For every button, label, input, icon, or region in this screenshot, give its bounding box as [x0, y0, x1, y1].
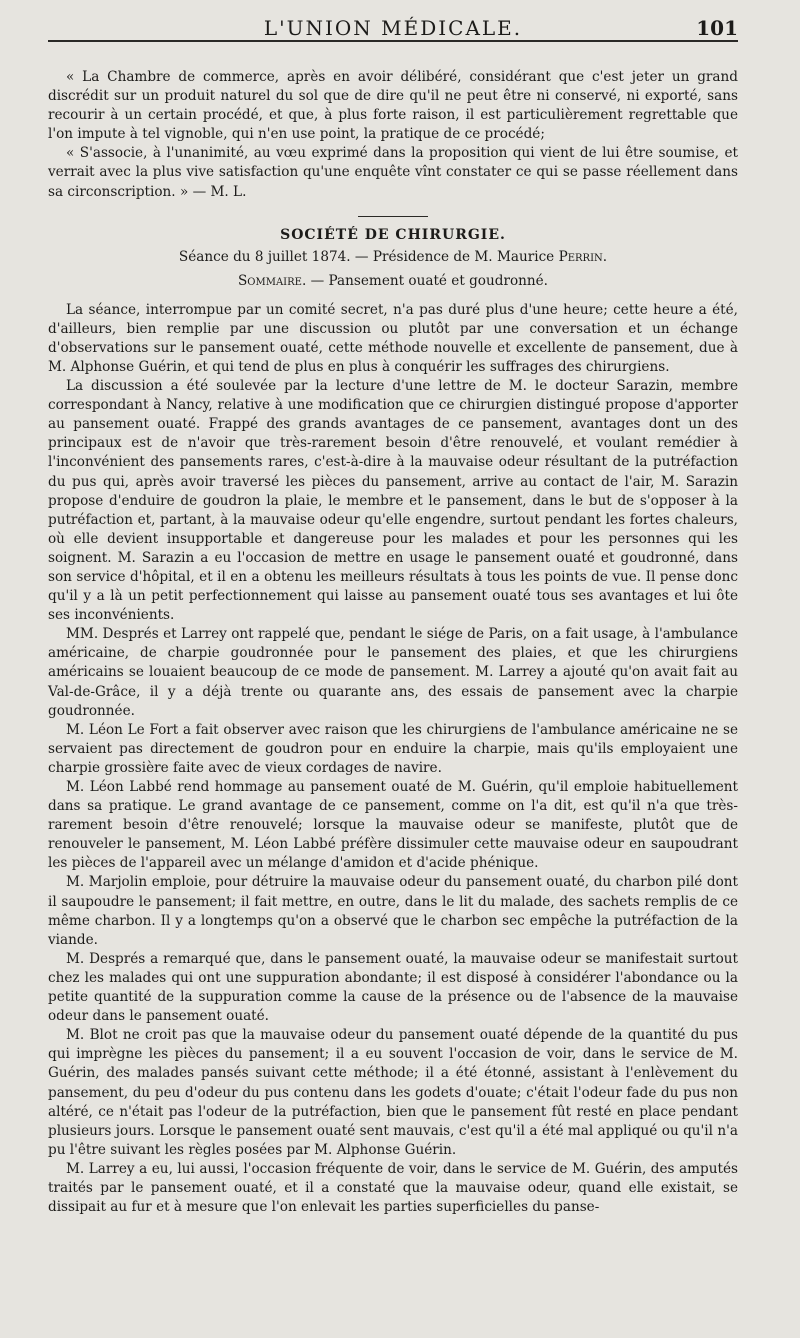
- body-paragraph: M. Després a remarqué que, dans le pansement ouaté, la mauvaise odeur se manifestait surtout chez les malades qui ont une suppuration abondante; il est disposé à considérer l'abondance ou la petite quantité de la suppuration comme la cause de la présence ou de l'absence de la mauvaise odeur dans le pansement ouaté.: [48, 950, 738, 1025]
- body-paragraph: M. Blot ne croit pas que la mauvaise odeur du pansement ouaté dépende de la quantité du pus qui imprègne les pièces du pansement; il a eu souvent l'occasion de voir, dans le service de M. Guérin, des malades pansés suivant cette méthode; il a été étonné, assistant à l'enlèvement du pansement, du peu d'odeur du pus contenu dans les godets d'ouate; c'était l'odeur fade du pus non altéré, ce n'était pas l'odeur de la putréfaction, bien que le pansement fût resté en place pendant plusieurs jours. Lorsque le pansement ouaté sent mauvais, c'est qu'il a été mal appliqué ou qu'il n'a pu l'être suivant les règles posées par M. Alphonse Guérin.: [48, 1027, 738, 1158]
- summary-label: Sommaire.: [237, 272, 307, 289]
- body-paragraph: M. Larrey a eu, lui aussi, l'occasion fréquente de voir, dans le service de M. Guérin, des amputés traités par le pansement ouaté, et il a constaté que la mauvaise odeur, quand elle existait, se dissipait au fur et à mesure que l'on enlevait les parties superficielles du panse-: [48, 1160, 738, 1216]
- section-divider: [358, 216, 428, 217]
- journal-title: L'UNION MÉDICALE.: [263, 16, 523, 40]
- body-paragraph: La séance, interrompue par un comité secret, n'a pas duré plus d'une heure; cette heure a été, d'ailleurs, bien remplie par une discussion ou plutôt par une conversation et un échange d'observations sur le pansement ouaté, cette méthode nouvelle et excellente de pansement, due à M. Alphonse Guérin, et qui tend de plus en plus à conquérir les suffrages des chirurgiens.: [48, 301, 738, 375]
- body-paragraph: M. Marjolin emploie, pour détruire la mauvaise odeur du pansement ouaté, du charbon pilé dont il saupoudre le pansement; il fait mettre, en outre, dans le lit du malade, des sachets remplis de ce même charbon. Il y a longtemps qu'on a observé que le charbon sec empêche la putréfaction de la viande.: [48, 874, 738, 948]
- summary-text: — Pansement ouaté et goudronné.: [306, 272, 549, 289]
- section-title: SOCIÉTÉ DE CHIRURGIE.: [280, 226, 506, 243]
- president-name: Perrin: [558, 248, 603, 265]
- summary-line: [48, 273, 738, 289]
- meeting-prefix: Séance du 8 juillet 1874. — Présidence de M. Maurice: [178, 248, 559, 265]
- meeting-line: [48, 249, 738, 265]
- body-paragraph: M. Léon Labbé rend hommage au pansement ouaté de M. Guérin, qu'il emploie habituellement dans sa pratique. Le grand avantage de ce pansement, comme on l'a dit, est qu'il n'a que très-rarement besoin d'être renouvelé; lorsque la mauvaise odeur se manifeste, plutôt que de renouveler le pansement, M. Léon Labbé préfère dissimuler cette mauvaise odeur en saupoudrant les pièces de l'appareil avec un mélange d'amidon et d'acide phénique.: [48, 779, 738, 872]
- body-paragraph: M. Léon Le Fort a fait observer avec raison que les chirurgiens de l'ambulance américaine ne se servaient pas directement de goudron pour en enduire la charpie, mais qu'ils employaient une charpie grossière faite avec de vieux cordages de navire.: [48, 721, 738, 776]
- running-head: [48, 10, 738, 42]
- intro-paragraph: « S'associe, à l'unanimité, au vœu exprimé dans la proposition qui vient de lui être soumise, et verrait avec la plus vive satisfaction qu'une enquête vînt constater ce qui se passe réellement dans sa circonscription. » — M. L.: [48, 145, 738, 200]
- body-paragraph: La discussion a été soulevée par la lecture d'une lettre de M. le docteur Sarazin, membre correspondant à Nancy, relative à une modification que ce chirurgien distingué propose d'apporter au pansement ouaté. Frappé des grands avantages de ce pansement, avantages dont un des principaux est de n'avoir que très-rarement besoin d'être renouvelé, et voulant remédier à l'inconvénient des pansements rares, c'est-à-dire à la mauvaise odeur résultant de la putréfaction du pus qui, après avoir traversé les pièces du pansement, arrive au contact de l'air, M. Sarazin propose d'enduire de goudron la plaie, le membre et le pansement, dans le but de s'opposer à la putréfaction et, partant, à la mauvaise odeur qu'elle engendre, surtout pendant les fortes chaleurs, où elle devient insupportable et dangereuse pour les malades et pour les personnes qui les soignent. M. Sarazin a eu l'occasion de mettre en usage le pansement ouaté et goudronné, dans son service d'hôpital, et il en a obtenu les meilleurs résultats à tous les points de vue. Il pense donc qu'il y a là un petit perfectionnement qui laisse au pansement ouaté tous ses avantages et lui ôte ses inconvénients.: [48, 378, 738, 624]
- meeting-suffix: .: [602, 248, 608, 265]
- page-number: 101: [696, 16, 738, 40]
- intro-paragraph: « La Chambre de commerce, après en avoir délibéré, considérant que c'est jeter un grand discrédit sur un produit naturel du sol que de dire qu'il ne peut être ni conservé, ni exporté, sans recourir à un certain procédé, et que, à plus forte raison, il est particulièrement regrettable que l'on impute à tel vignoble, qui n'en use point, la pratique de ce procédé;: [48, 69, 738, 143]
- body-paragraph: MM. Després et Larrey ont rappelé que, pendant le siége de Paris, on a fait usage, à l'ambulance américaine, de charpie goudronnée pour le pansement des plaies, et que les chirurgiens américains se louaient beaucoup de ce mode de pansement. M. Larrey a ajouté qu'on avait fait au Val-de-Grâce, il y a déjà trente ou quarante ans, des essais de pansement avec la charpie goudronnée.: [48, 626, 738, 719]
